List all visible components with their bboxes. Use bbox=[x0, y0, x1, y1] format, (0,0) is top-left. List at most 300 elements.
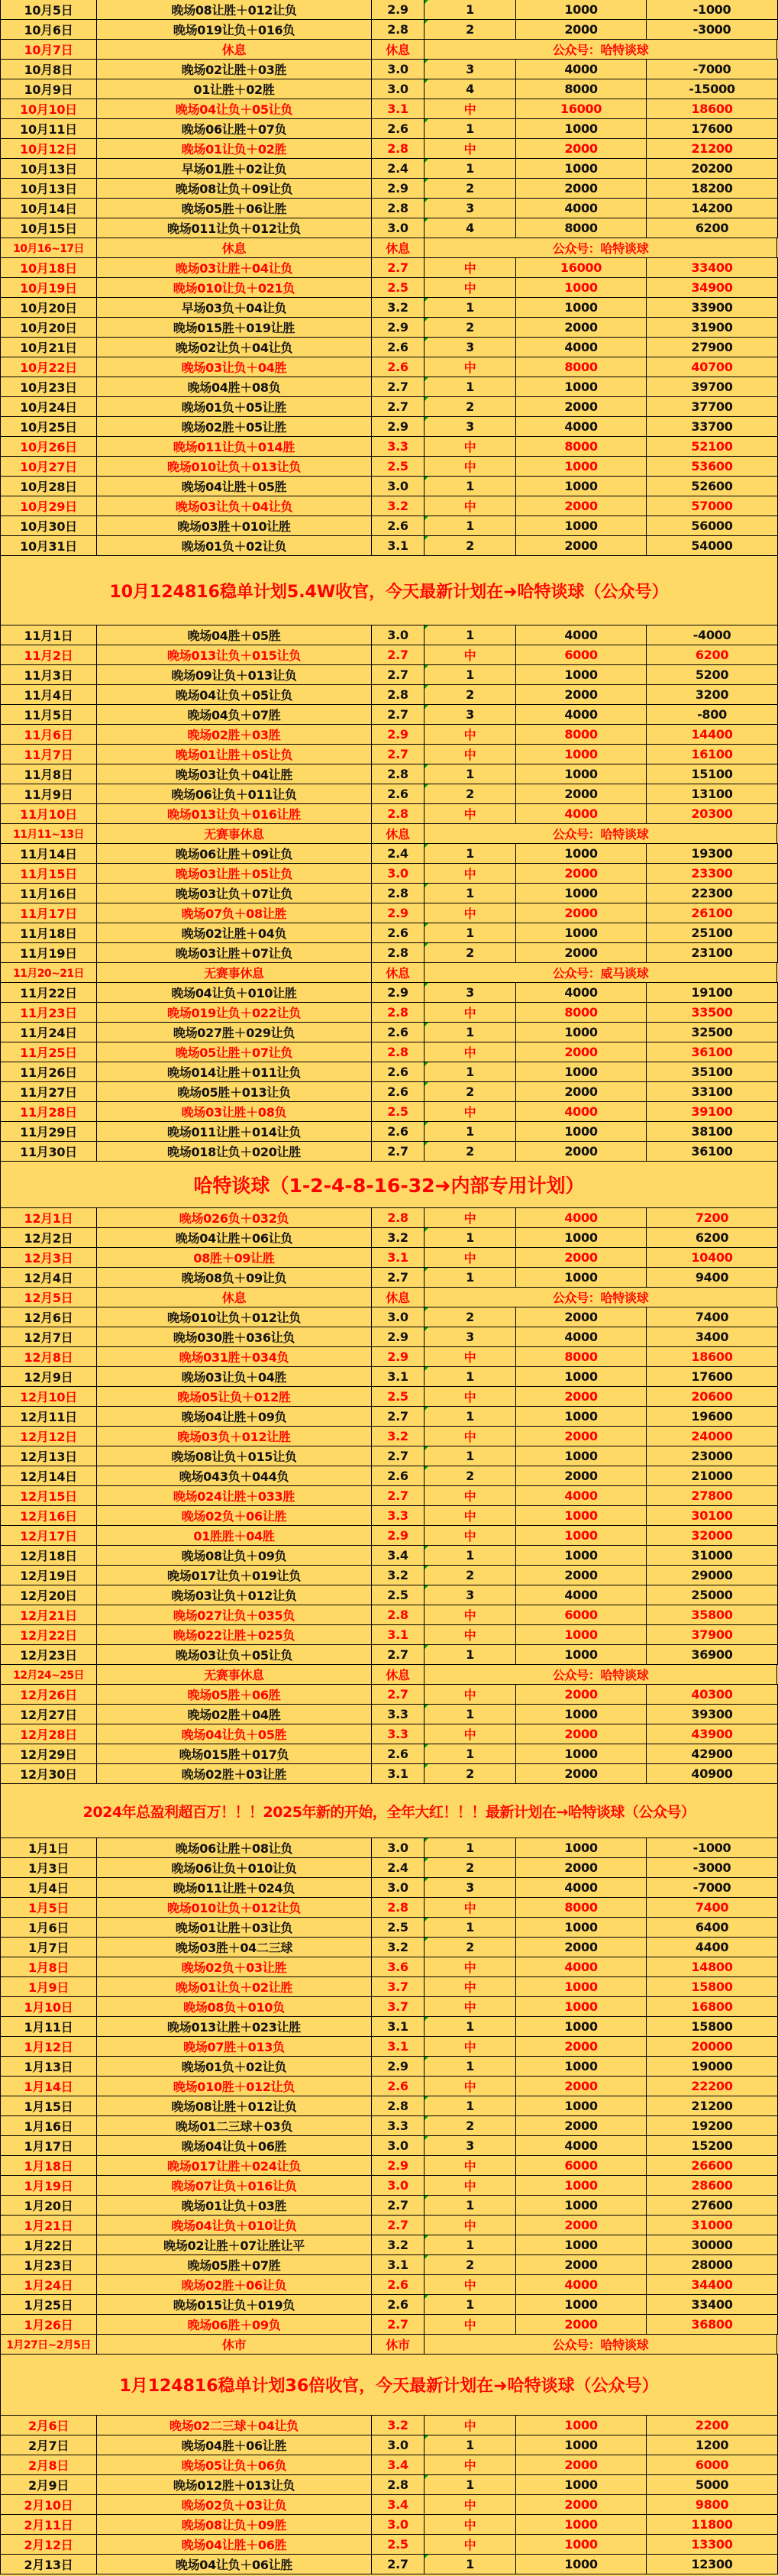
stake-cell[interactable]: 8000 bbox=[516, 725, 647, 744]
picks-cell[interactable]: 晚场05让负＋012胜 bbox=[97, 1387, 372, 1406]
date-cell[interactable]: 12月7日 bbox=[0, 1327, 97, 1346]
step-cell[interactable]: 1 bbox=[425, 516, 516, 535]
picks-cell[interactable]: 休市 bbox=[97, 2335, 372, 2354]
step-cell[interactable]: 1 bbox=[425, 1268, 516, 1287]
date-cell[interactable]: 11月20~21日 bbox=[0, 963, 97, 982]
step-cell[interactable]: 中 bbox=[425, 2156, 516, 2175]
odds-cell[interactable]: 2.7 bbox=[372, 2555, 425, 2574]
odds-cell[interactable]: 2.8 bbox=[372, 139, 425, 158]
stake-cell[interactable]: 1000 bbox=[516, 477, 647, 496]
picks-cell[interactable]: 晚场05让胜＋07让负 bbox=[97, 1042, 372, 1062]
step-cell[interactable]: 中 bbox=[425, 1248, 516, 1267]
date-cell[interactable]: 10月5日 bbox=[0, 0, 97, 19]
date-cell[interactable]: 12月12日 bbox=[0, 1427, 97, 1446]
picks-cell[interactable]: 晚场019让负＋016负 bbox=[97, 20, 372, 39]
picks-cell[interactable]: 晚场06让负＋011让负 bbox=[97, 784, 372, 803]
balance-cell[interactable]: 13300 bbox=[647, 2535, 778, 2554]
step-cell[interactable]: 3 bbox=[425, 1878, 516, 1897]
picks-cell[interactable]: 01胜胜＋04胜 bbox=[97, 1526, 372, 1545]
balance-cell[interactable]: 16100 bbox=[647, 745, 778, 764]
step-cell[interactable]: 1 bbox=[425, 2096, 516, 2115]
picks-cell[interactable]: 晚场01二三球＋03负 bbox=[97, 2116, 372, 2135]
stake-cell[interactable]: 1000 bbox=[516, 1023, 647, 1042]
picks-cell[interactable]: 晚场02负＋03让胜 bbox=[97, 1957, 372, 1976]
step-cell[interactable]: 中 bbox=[425, 1997, 516, 2016]
stake-cell[interactable]: 8000 bbox=[516, 1347, 647, 1366]
date-cell[interactable]: 11月23日 bbox=[0, 1003, 97, 1022]
odds-cell[interactable]: 休市 bbox=[372, 2335, 425, 2354]
date-cell[interactable]: 10月11日 bbox=[0, 119, 97, 138]
odds-cell[interactable]: 2.7 bbox=[372, 2315, 425, 2334]
picks-cell[interactable]: 晚场09让负＋013让负 bbox=[97, 665, 372, 684]
picks-cell[interactable]: 晚场05胜＋06胜 bbox=[97, 1685, 372, 1704]
step-cell[interactable]: 中 bbox=[425, 2455, 516, 2474]
balance-cell[interactable]: 33400 bbox=[647, 258, 778, 277]
odds-cell[interactable]: 2.6 bbox=[372, 1023, 425, 1042]
balance-cell[interactable]: 38100 bbox=[647, 1122, 778, 1141]
stake-cell[interactable]: 1000 bbox=[516, 119, 647, 138]
picks-cell[interactable]: 晚场030胜＋036让负 bbox=[97, 1327, 372, 1346]
picks-cell[interactable]: 晚场02负＋03让负 bbox=[97, 2495, 372, 2514]
date-cell[interactable]: 12月23日 bbox=[0, 1645, 97, 1664]
picks-cell[interactable]: 晚场01负＋02让负 bbox=[97, 2057, 372, 2076]
date-cell[interactable]: 12月9日 bbox=[0, 1367, 97, 1386]
date-cell[interactable]: 12月29日 bbox=[0, 1744, 97, 1763]
date-cell[interactable]: 1月22日 bbox=[0, 2235, 97, 2254]
odds-cell[interactable]: 2.7 bbox=[372, 1142, 425, 1161]
stake-cell[interactable]: 1000 bbox=[516, 1625, 647, 1644]
date-cell[interactable]: 10月7日 bbox=[0, 40, 97, 59]
date-cell[interactable]: 10月25日 bbox=[0, 417, 97, 436]
step-cell[interactable]: 1 bbox=[425, 2057, 516, 2076]
stake-cell[interactable]: 2000 bbox=[516, 1307, 647, 1327]
balance-cell[interactable]: 6400 bbox=[647, 1918, 778, 1937]
picks-cell[interactable]: 晚场015胜＋017负 bbox=[97, 1744, 372, 1763]
stake-cell[interactable]: 4000 bbox=[516, 1957, 647, 1976]
balance-cell[interactable]: 3200 bbox=[647, 685, 778, 704]
balance-cell[interactable]: 15200 bbox=[647, 2136, 778, 2155]
odds-cell[interactable]: 3.4 bbox=[372, 1546, 425, 1565]
balance-cell[interactable]: 5000 bbox=[647, 2475, 778, 2494]
stake-cell[interactable]: 2000 bbox=[516, 2495, 647, 2514]
odds-cell[interactable]: 2.8 bbox=[372, 199, 425, 218]
stake-cell[interactable]: 2000 bbox=[516, 2315, 647, 2334]
picks-cell[interactable]: 晚场05胜＋07胜 bbox=[97, 2255, 372, 2274]
stake-cell[interactable]: 2000 bbox=[516, 139, 647, 158]
balance-cell[interactable]: 19600 bbox=[647, 1407, 778, 1426]
odds-cell[interactable]: 休息 bbox=[372, 824, 425, 843]
step-cell[interactable]: 中 bbox=[425, 1625, 516, 1644]
stake-cell[interactable]: 2000 bbox=[516, 179, 647, 198]
step-cell[interactable]: 中 bbox=[425, 1347, 516, 1366]
date-cell[interactable]: 12月13日 bbox=[0, 1446, 97, 1466]
step-cell[interactable]: 中 bbox=[425, 2315, 516, 2334]
date-cell[interactable]: 10月31日 bbox=[0, 536, 97, 555]
balance-cell[interactable]: 56000 bbox=[647, 516, 778, 535]
stake-cell[interactable]: 1000 bbox=[516, 2057, 647, 2076]
date-cell[interactable]: 12月19日 bbox=[0, 1566, 97, 1585]
step-cell[interactable]: 中 bbox=[425, 1387, 516, 1406]
date-cell[interactable]: 1月7日 bbox=[0, 1938, 97, 1957]
stake-cell[interactable]: 1000 bbox=[516, 278, 647, 297]
balance-cell[interactable]: 42900 bbox=[647, 1744, 778, 1763]
picks-cell[interactable]: 晚场02让胜＋03胜 bbox=[97, 60, 372, 79]
stake-cell[interactable]: 1000 bbox=[516, 2017, 647, 2036]
date-cell[interactable]: 1月18日 bbox=[0, 2156, 97, 2175]
date-cell[interactable]: 11月8日 bbox=[0, 764, 97, 784]
date-cell[interactable]: 12月21日 bbox=[0, 1605, 97, 1624]
odds-cell[interactable]: 2.8 bbox=[372, 2096, 425, 2115]
balance-cell[interactable]: 32500 bbox=[647, 1023, 778, 1042]
odds-cell[interactable]: 3.2 bbox=[372, 298, 425, 317]
odds-cell[interactable]: 3.2 bbox=[372, 1228, 425, 1247]
odds-cell[interactable]: 2.4 bbox=[372, 844, 425, 863]
balance-cell[interactable]: 36100 bbox=[647, 1142, 778, 1161]
note-cell[interactable]: 公众号：哈特谈球 bbox=[425, 40, 777, 59]
balance-cell[interactable]: 33400 bbox=[647, 2295, 778, 2314]
picks-cell[interactable]: 晚场011让负＋012让负 bbox=[97, 218, 372, 238]
stake-cell[interactable]: 1000 bbox=[516, 1546, 647, 1565]
odds-cell[interactable]: 2.8 bbox=[372, 884, 425, 903]
step-cell[interactable]: 中 bbox=[425, 2216, 516, 2235]
date-cell[interactable]: 12月5日 bbox=[0, 1288, 97, 1307]
odds-cell[interactable]: 3.0 bbox=[372, 1838, 425, 1857]
stake-cell[interactable]: 1000 bbox=[516, 1506, 647, 1525]
balance-cell[interactable]: -7000 bbox=[647, 60, 778, 79]
stake-cell[interactable]: 2000 bbox=[516, 318, 647, 337]
odds-cell[interactable]: 3.2 bbox=[372, 2235, 425, 2254]
stake-cell[interactable]: 1000 bbox=[516, 1446, 647, 1466]
stake-cell[interactable]: 1000 bbox=[516, 1268, 647, 1287]
picks-cell[interactable]: 晚场01让负＋02让胜 bbox=[97, 1977, 372, 1996]
date-cell[interactable]: 10月22日 bbox=[0, 357, 97, 377]
note-cell[interactable]: 公众号：哈特谈球 bbox=[425, 1288, 777, 1307]
step-cell[interactable]: 2 bbox=[425, 2255, 516, 2274]
balance-cell[interactable]: 25100 bbox=[647, 923, 778, 942]
stake-cell[interactable]: 8000 bbox=[516, 218, 647, 238]
date-cell[interactable]: 12月18日 bbox=[0, 1546, 97, 1565]
balance-cell[interactable]: 32000 bbox=[647, 1526, 778, 1545]
balance-cell[interactable]: 28600 bbox=[647, 2176, 778, 2195]
picks-cell[interactable]: 晚场06让胜＋07负 bbox=[97, 119, 372, 138]
stake-cell[interactable]: 4000 bbox=[516, 2136, 647, 2155]
odds-cell[interactable]: 3.0 bbox=[372, 477, 425, 496]
balance-cell[interactable]: -15000 bbox=[647, 79, 778, 99]
step-cell[interactable]: 中 bbox=[425, 864, 516, 883]
balance-cell[interactable]: 25000 bbox=[647, 1585, 778, 1605]
date-cell[interactable]: 2月9日 bbox=[0, 2475, 97, 2494]
date-cell[interactable]: 1月5日 bbox=[0, 1898, 97, 1917]
date-cell[interactable]: 12月4日 bbox=[0, 1268, 97, 1287]
date-cell[interactable]: 2月7日 bbox=[0, 2435, 97, 2455]
step-cell[interactable]: 1 bbox=[425, 2295, 516, 2314]
step-cell[interactable]: 3 bbox=[425, 338, 516, 357]
step-cell[interactable]: 中 bbox=[425, 437, 516, 456]
picks-cell[interactable]: 晚场03让负＋05让负 bbox=[97, 1645, 372, 1664]
date-cell[interactable]: 12月20日 bbox=[0, 1585, 97, 1605]
note-cell[interactable]: 公众号：哈特谈球 bbox=[425, 824, 777, 843]
stake-cell[interactable]: 2000 bbox=[516, 1858, 647, 1877]
picks-cell[interactable]: 晚场012胜＋013让负 bbox=[97, 2475, 372, 2494]
balance-cell[interactable]: 10400 bbox=[647, 1248, 778, 1267]
date-cell[interactable]: 11月10日 bbox=[0, 804, 97, 823]
stake-cell[interactable]: 2000 bbox=[516, 1566, 647, 1585]
balance-cell[interactable]: 37900 bbox=[647, 1625, 778, 1644]
picks-cell[interactable]: 晚场04胜＋05胜 bbox=[97, 625, 372, 645]
odds-cell[interactable]: 3.0 bbox=[372, 2176, 425, 2195]
balance-cell[interactable]: 35800 bbox=[647, 1605, 778, 1624]
odds-cell[interactable]: 3.3 bbox=[372, 1724, 425, 1744]
step-cell[interactable]: 中 bbox=[425, 258, 516, 277]
balance-cell[interactable]: 40900 bbox=[647, 1764, 778, 1783]
date-cell[interactable]: 1月24日 bbox=[0, 2275, 97, 2294]
step-cell[interactable]: 中 bbox=[425, 2077, 516, 2096]
odds-cell[interactable]: 3.2 bbox=[372, 2416, 425, 2435]
step-cell[interactable]: 中 bbox=[425, 1977, 516, 1996]
date-cell[interactable]: 1月20日 bbox=[0, 2196, 97, 2215]
date-cell[interactable]: 10月13日 bbox=[0, 159, 97, 178]
odds-cell[interactable]: 2.5 bbox=[372, 1918, 425, 1937]
picks-cell[interactable]: 晚场08负＋010负 bbox=[97, 1997, 372, 2016]
stake-cell[interactable]: 1000 bbox=[516, 2295, 647, 2314]
stake-cell[interactable]: 1000 bbox=[516, 1122, 647, 1141]
odds-cell[interactable]: 2.6 bbox=[372, 923, 425, 942]
odds-cell[interactable]: 2.8 bbox=[372, 804, 425, 823]
picks-cell[interactable]: 晚场01让负＋02胜 bbox=[97, 139, 372, 158]
balance-cell[interactable]: 26600 bbox=[647, 2156, 778, 2175]
picks-cell[interactable]: 晚场011让胜＋024负 bbox=[97, 1878, 372, 1897]
stake-cell[interactable]: 1000 bbox=[516, 377, 647, 396]
stake-cell[interactable]: 1000 bbox=[516, 764, 647, 784]
stake-cell[interactable]: 4000 bbox=[516, 1327, 647, 1346]
date-cell[interactable]: 12月3日 bbox=[0, 1248, 97, 1267]
odds-cell[interactable]: 休息 bbox=[372, 1665, 425, 1684]
balance-cell[interactable]: 40300 bbox=[647, 1685, 778, 1704]
balance-cell[interactable]: 4400 bbox=[647, 1938, 778, 1957]
step-cell[interactable]: 2 bbox=[425, 179, 516, 198]
odds-cell[interactable]: 3.0 bbox=[372, 218, 425, 238]
date-cell[interactable]: 1月27日~2月5日 bbox=[0, 2335, 97, 2354]
odds-cell[interactable]: 2.6 bbox=[372, 1062, 425, 1081]
balance-cell[interactable]: -1000 bbox=[647, 0, 778, 19]
picks-cell[interactable]: 晚场02负＋06让胜 bbox=[97, 1506, 372, 1525]
balance-cell[interactable]: 54000 bbox=[647, 536, 778, 555]
stake-cell[interactable]: 4000 bbox=[516, 1208, 647, 1227]
date-cell[interactable]: 1月17日 bbox=[0, 2136, 97, 2155]
balance-cell[interactable]: 11800 bbox=[647, 2515, 778, 2534]
picks-cell[interactable]: 晚场02让胜＋07让胜让平 bbox=[97, 2235, 372, 2254]
date-cell[interactable]: 11月17日 bbox=[0, 903, 97, 923]
step-cell[interactable]: 1 bbox=[425, 665, 516, 684]
date-cell[interactable]: 12月11日 bbox=[0, 1407, 97, 1426]
balance-cell[interactable]: 31000 bbox=[647, 2216, 778, 2235]
odds-cell[interactable]: 2.5 bbox=[372, 1387, 425, 1406]
picks-cell[interactable]: 早场01胜＋02让负 bbox=[97, 159, 372, 178]
stake-cell[interactable]: 6000 bbox=[516, 2156, 647, 2175]
step-cell[interactable]: 2 bbox=[425, 397, 516, 416]
picks-cell[interactable]: 晚场03让负＋04胜 bbox=[97, 357, 372, 377]
picks-cell[interactable]: 晚场010让负＋012让负 bbox=[97, 1307, 372, 1327]
odds-cell[interactable]: 休息 bbox=[372, 963, 425, 982]
step-cell[interactable]: 中 bbox=[425, 2037, 516, 2056]
picks-cell[interactable]: 晚场03让胜＋07让负 bbox=[97, 943, 372, 962]
picks-cell[interactable]: 晚场08让负＋09胜 bbox=[97, 2515, 372, 2534]
date-cell[interactable]: 10月21日 bbox=[0, 338, 97, 357]
balance-cell[interactable]: 33500 bbox=[647, 1003, 778, 1022]
stake-cell[interactable]: 1000 bbox=[516, 2435, 647, 2455]
date-cell[interactable]: 11月27日 bbox=[0, 1082, 97, 1101]
balance-cell[interactable]: 18600 bbox=[647, 1347, 778, 1366]
stake-cell[interactable]: 1000 bbox=[516, 1705, 647, 1724]
step-cell[interactable]: 2 bbox=[425, 1142, 516, 1161]
odds-cell[interactable]: 2.8 bbox=[372, 685, 425, 704]
balance-cell[interactable]: 21200 bbox=[647, 139, 778, 158]
odds-cell[interactable]: 2.6 bbox=[372, 516, 425, 535]
date-cell[interactable]: 11月3日 bbox=[0, 665, 97, 684]
date-cell[interactable]: 10月6日 bbox=[0, 20, 97, 39]
stake-cell[interactable]: 6000 bbox=[516, 1605, 647, 1624]
picks-cell[interactable]: 晚场011让胜＋014让负 bbox=[97, 1122, 372, 1141]
date-cell[interactable]: 1月21日 bbox=[0, 2216, 97, 2235]
odds-cell[interactable]: 2.5 bbox=[372, 2535, 425, 2554]
stake-cell[interactable]: 2000 bbox=[516, 784, 647, 803]
date-cell[interactable]: 11月16日 bbox=[0, 884, 97, 903]
stake-cell[interactable]: 2000 bbox=[516, 2455, 647, 2474]
note-cell[interactable]: 公众号：威马谈球 bbox=[425, 963, 777, 982]
picks-cell[interactable]: 晚场043负＋044负 bbox=[97, 1466, 372, 1485]
date-cell[interactable]: 2月13日 bbox=[0, 2555, 97, 2574]
picks-cell[interactable]: 晚场022让胜＋025负 bbox=[97, 1625, 372, 1644]
balance-cell[interactable]: -4000 bbox=[647, 625, 778, 645]
step-cell[interactable]: 1 bbox=[425, 2235, 516, 2254]
step-cell[interactable]: 中 bbox=[425, 1486, 516, 1505]
stake-cell[interactable]: 2000 bbox=[516, 1082, 647, 1101]
picks-cell[interactable]: 晚场01让负＋03胜 bbox=[97, 2196, 372, 2215]
odds-cell[interactable]: 2.6 bbox=[372, 784, 425, 803]
balance-cell[interactable]: 7400 bbox=[647, 1898, 778, 1917]
odds-cell[interactable]: 2.7 bbox=[372, 745, 425, 764]
balance-cell[interactable]: 37700 bbox=[647, 397, 778, 416]
step-cell[interactable]: 1 bbox=[425, 1023, 516, 1042]
stake-cell[interactable]: 1000 bbox=[516, 1918, 647, 1937]
step-cell[interactable]: 1 bbox=[425, 377, 516, 396]
step-cell[interactable]: 2 bbox=[425, 1858, 516, 1877]
balance-cell[interactable]: 19100 bbox=[647, 983, 778, 1002]
date-cell[interactable]: 1月19日 bbox=[0, 2176, 97, 2195]
picks-cell[interactable]: 01让胜＋02胜 bbox=[97, 79, 372, 99]
stake-cell[interactable]: 1000 bbox=[516, 1997, 647, 2016]
note-cell[interactable]: 公众号：哈特谈球 bbox=[425, 2335, 777, 2354]
balance-cell[interactable]: 53600 bbox=[647, 457, 778, 476]
date-cell[interactable]: 10月12日 bbox=[0, 139, 97, 158]
odds-cell[interactable]: 2.5 bbox=[372, 1585, 425, 1605]
stake-cell[interactable]: 2000 bbox=[516, 943, 647, 962]
date-cell[interactable]: 1月8日 bbox=[0, 1957, 97, 1976]
picks-cell[interactable]: 晚场010让负＋021负 bbox=[97, 278, 372, 297]
date-cell[interactable]: 1月4日 bbox=[0, 1878, 97, 1897]
stake-cell[interactable]: 4000 bbox=[516, 1878, 647, 1897]
date-cell[interactable]: 12月2日 bbox=[0, 1228, 97, 1247]
step-cell[interactable]: 1 bbox=[425, 2555, 516, 2574]
odds-cell[interactable]: 2.8 bbox=[372, 764, 425, 784]
balance-cell[interactable]: 14800 bbox=[647, 1957, 778, 1976]
step-cell[interactable]: 3 bbox=[425, 2136, 516, 2155]
step-cell[interactable]: 中 bbox=[425, 725, 516, 744]
step-cell[interactable]: 1 bbox=[425, 884, 516, 903]
date-cell[interactable]: 11月14日 bbox=[0, 844, 97, 863]
balance-cell[interactable]: 6000 bbox=[647, 2455, 778, 2474]
picks-cell[interactable]: 晚场04让负＋010让负 bbox=[97, 2216, 372, 2235]
step-cell[interactable]: 中 bbox=[425, 804, 516, 823]
odds-cell[interactable]: 2.7 bbox=[372, 1486, 425, 1505]
date-cell[interactable]: 1月15日 bbox=[0, 2096, 97, 2115]
step-cell[interactable]: 1 bbox=[425, 0, 516, 19]
date-cell[interactable]: 2月6日 bbox=[0, 2416, 97, 2435]
picks-cell[interactable]: 晚场03让负＋04胜 bbox=[97, 1367, 372, 1386]
odds-cell[interactable]: 2.8 bbox=[372, 1208, 425, 1227]
balance-cell[interactable]: 14400 bbox=[647, 725, 778, 744]
odds-cell[interactable]: 2.6 bbox=[372, 1082, 425, 1101]
picks-cell[interactable]: 晚场06让胜＋08让负 bbox=[97, 1838, 372, 1857]
stake-cell[interactable]: 4000 bbox=[516, 2275, 647, 2294]
odds-cell[interactable]: 2.4 bbox=[372, 1858, 425, 1877]
balance-cell[interactable]: 15800 bbox=[647, 2017, 778, 2036]
balance-cell[interactable]: 30000 bbox=[647, 2235, 778, 2254]
step-cell[interactable]: 1 bbox=[425, 1705, 516, 1724]
odds-cell[interactable]: 2.7 bbox=[372, 705, 425, 724]
balance-cell[interactable]: 33700 bbox=[647, 417, 778, 436]
date-cell[interactable]: 1月16日 bbox=[0, 2116, 97, 2135]
picks-cell[interactable]: 晚场04负＋07胜 bbox=[97, 705, 372, 724]
picks-cell[interactable]: 晚场08让胜＋012让负 bbox=[97, 0, 372, 19]
picks-cell[interactable]: 晚场06让胜＋09让负 bbox=[97, 844, 372, 863]
step-cell[interactable]: 中 bbox=[425, 1724, 516, 1744]
step-cell[interactable]: 中 bbox=[425, 2176, 516, 2195]
stake-cell[interactable]: 2000 bbox=[516, 1248, 647, 1267]
picks-cell[interactable]: 晚场015让负＋019负 bbox=[97, 2295, 372, 2314]
stake-cell[interactable]: 1000 bbox=[516, 745, 647, 764]
picks-cell[interactable]: 晚场04胜＋06让胜 bbox=[97, 2435, 372, 2455]
odds-cell[interactable]: 2.6 bbox=[372, 1744, 425, 1763]
step-cell[interactable]: 3 bbox=[425, 1327, 516, 1346]
step-cell[interactable]: 中 bbox=[425, 457, 516, 476]
stake-cell[interactable]: 1000 bbox=[516, 2416, 647, 2435]
stake-cell[interactable]: 2000 bbox=[516, 1466, 647, 1485]
step-cell[interactable]: 1 bbox=[425, 1407, 516, 1426]
date-cell[interactable]: 10月18日 bbox=[0, 258, 97, 277]
balance-cell[interactable]: 20600 bbox=[647, 1387, 778, 1406]
balance-cell[interactable]: 15800 bbox=[647, 1977, 778, 1996]
balance-cell[interactable]: -800 bbox=[647, 705, 778, 724]
odds-cell[interactable]: 2.9 bbox=[372, 318, 425, 337]
date-cell[interactable]: 1月12日 bbox=[0, 2037, 97, 2056]
step-cell[interactable]: 中 bbox=[425, 496, 516, 516]
picks-cell[interactable]: 无赛事休息 bbox=[97, 824, 372, 843]
balance-cell[interactable]: 26100 bbox=[647, 903, 778, 923]
step-cell[interactable]: 1 bbox=[425, 764, 516, 784]
balance-cell[interactable]: 19000 bbox=[647, 2057, 778, 2076]
odds-cell[interactable]: 3.0 bbox=[372, 2435, 425, 2455]
date-cell[interactable]: 11月5日 bbox=[0, 705, 97, 724]
stake-cell[interactable]: 1000 bbox=[516, 2535, 647, 2554]
balance-cell[interactable]: 34900 bbox=[647, 278, 778, 297]
picks-cell[interactable]: 晚场04胜＋08负 bbox=[97, 377, 372, 396]
picks-cell[interactable]: 晚场024让胜＋033胜 bbox=[97, 1486, 372, 1505]
stake-cell[interactable]: 8000 bbox=[516, 437, 647, 456]
odds-cell[interactable]: 3.1 bbox=[372, 2017, 425, 2036]
balance-cell[interactable]: 18600 bbox=[647, 99, 778, 118]
picks-cell[interactable]: 晚场04让负＋05胜 bbox=[97, 1724, 372, 1744]
